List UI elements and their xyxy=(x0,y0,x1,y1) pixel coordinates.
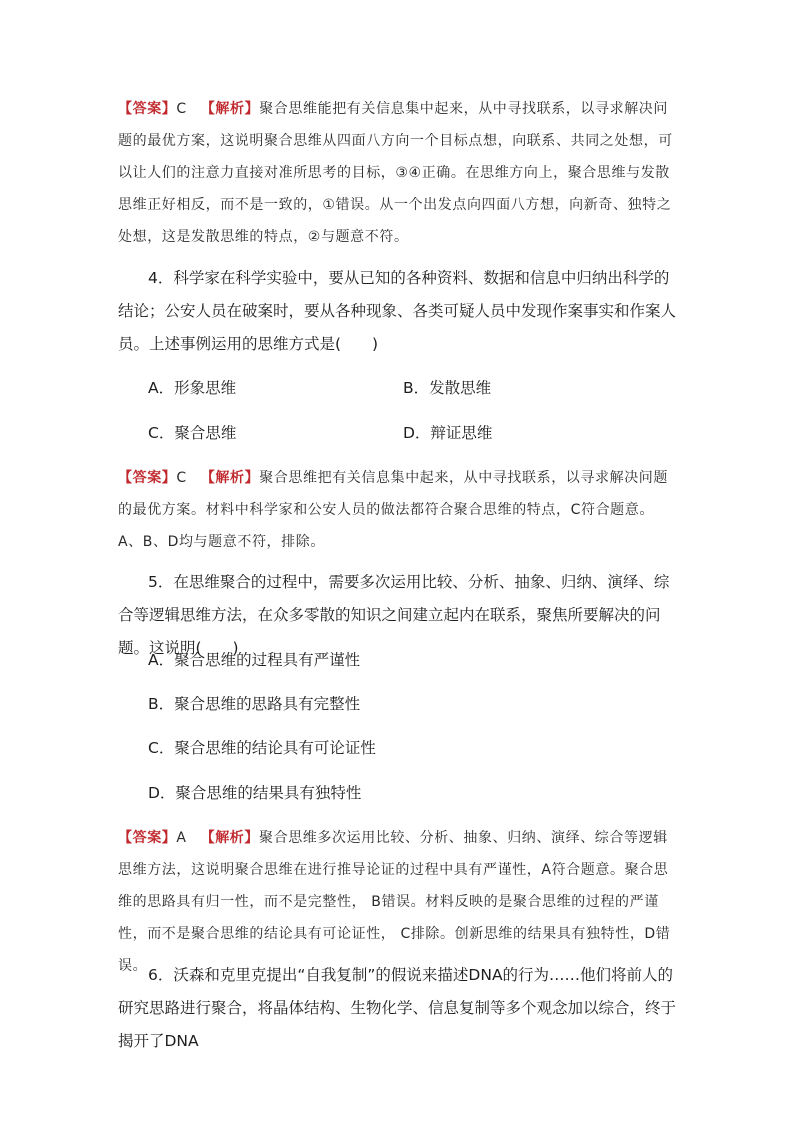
answer-label: 【答案】 xyxy=(118,830,177,846)
option-b: B．聚合思维的思路具有完整性 xyxy=(148,695,361,713)
answer-block-q4 xyxy=(118,462,678,558)
answer-value: C xyxy=(176,101,187,117)
question-stem: 5．在思维聚合的过程中，需要多次运用比较、分析、抽象、归纳、演绎、综合等逻辑思维方法，在众多零散的知识之间建立起内在联系，聚焦所要解决的问题。这说明( ) xyxy=(118,573,670,657)
analysis-text: 聚合思维多次运用比较、分析、抽象、归纳、演绎、综合等逻辑思维方法，这说明聚合思维在进行推导论证的过程中具有严谨性，A符合题意。聚合思维的思路具有归一性，而不是完整性， B错误。材料反映的是聚合思维的过程的严谨性，而不是聚合思维的结论具有可论证性， C排除。创新思维的结果具有独特性，D错误。 xyxy=(118,830,671,974)
analysis-label: 【解析】 xyxy=(200,470,260,486)
analysis-label: 【解析】 xyxy=(200,101,260,117)
answer-value: C xyxy=(176,470,187,486)
analysis-text: 聚合思维能把有关信息集中起来，从中寻找联系，以寻求解决问题的最优方案，这说明聚合思维从四面八方向一个目标点想，向联系、共同之处想，可以让人们的注意力直接对准所思考的目标，③④正确。在思维方向上，聚合思维与发散思维正好相反，而不是一致的，①错误。从一个出发点向四面八方想，向新奇、独特之处想，这是发散思维的特点，②与题意不符。 xyxy=(118,101,673,245)
option-c: C．聚合思维的结论具有可论证性 xyxy=(148,739,376,757)
option-d: D．辩证思维 xyxy=(403,424,493,442)
question-stem: 4．科学家在科学实验中，要从已知的各种资料、数据和信息中归纳出科学的结论；公安人员在破案时，要从各种现象、各类可疑人员中发现作案事实和作案人员。上述事例运用的思维方式是( ) xyxy=(118,269,677,353)
option-a: A．形象思维 xyxy=(148,379,237,397)
analysis-label: 【解析】 xyxy=(200,830,259,846)
answer-label: 【答案】 xyxy=(118,101,177,117)
analysis-text: 聚合思维把有关信息集中起来，从中寻找联系，以寻求解决问题的最优方案。材料中科学家和公安人员的做法都符合聚合思维的特点，C符合题意。A、B、D均与题意不符，排除。 xyxy=(118,470,669,550)
question-stem: 6．沃森和克里克提出“自我复制”的假说来描述DNA的行为……他们将前人的研究思路进行聚合，将晶体结构、生物化学、信息复制等多个观念加以综合，终于揭开了DNA xyxy=(118,966,677,1050)
answer-value: A xyxy=(176,830,187,846)
option-d: D．聚合思维的结果具有独特性 xyxy=(148,784,362,802)
option-c: C．聚合思维 xyxy=(148,424,237,442)
answer-label: 【答案】 xyxy=(118,470,177,486)
option-b: B．发散思维 xyxy=(403,379,492,397)
option-a: A．聚合思维的过程具有严谨性 xyxy=(148,651,361,669)
question-4 xyxy=(118,262,678,361)
answer-block-q3 xyxy=(118,93,678,253)
answer-block-q5 xyxy=(118,822,678,982)
question-6 xyxy=(118,959,678,1058)
